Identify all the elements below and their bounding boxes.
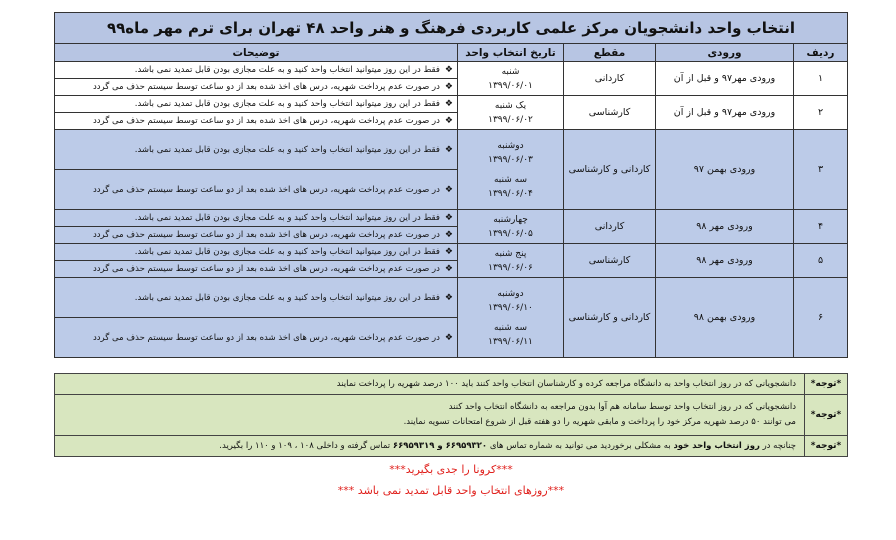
level-cell: کارشناسی: [564, 244, 656, 278]
note-text: در صورت عدم پرداخت شهریه، درس های اخذ شده بعد از دو ساعت توسط سیستم حذف می گردد: [92, 332, 440, 343]
note-text: فقط در این روز میتوانید انتخاب واحد کنید و به علت مجازی بودن قابل تمدید نمی باشد.: [134, 144, 440, 155]
attention-label: *توجه*: [805, 374, 848, 395]
date-cell: [458, 130, 564, 210]
attention-text: [55, 436, 805, 457]
phone-numbers: ۶۶۹۵۹۳۲۰ و ۶۶۹۵۹۳۱۹: [392, 441, 488, 451]
note-text: در صورت عدم پرداخت شهریه، درس های اخذ شده بعد از دو ساعت توسط سیستم حذف می گردد: [92, 184, 440, 195]
note-text: فقط در این روز میتوانید انتخاب واحد کنید و به علت مجازی بودن قابل تمدید نمی باشد.: [134, 292, 440, 303]
row-number: ۱: [794, 62, 848, 96]
entry-cell: ورودی مهر۹۷ و قبل از آن: [656, 96, 794, 130]
table-row: [55, 210, 848, 227]
entry-cell: ورودی مهر۹۷ و قبل از آن: [656, 62, 794, 96]
attention-label: *توجه*: [805, 395, 848, 436]
note-text: فقط در این روز میتوانید انتخاب واحد کنید و به علت مجازی بودن قابل تمدید نمی باشد.: [134, 65, 440, 75]
table-row: [55, 96, 848, 113]
table-row: [55, 62, 848, 79]
table-row: [55, 244, 848, 261]
row-number: ۵: [794, 244, 848, 278]
date-cell: [458, 278, 564, 358]
note-text: در صورت عدم پرداخت شهریه، درس های اخذ شده بعد از دو ساعت توسط سیستم حذف می گردد: [92, 264, 440, 274]
bullet-icon: ❖: [444, 247, 453, 257]
attention-text: [55, 395, 805, 436]
entry-cell: ورودی مهر ۹۸: [656, 244, 794, 278]
table-row: [55, 278, 848, 318]
note-cell: [55, 261, 458, 278]
note-cell: [55, 113, 458, 130]
date: ۱۳۹۹/۰۶/۰۲: [488, 114, 533, 125]
bullet-icon: ❖: [444, 116, 453, 126]
note-text: در صورت عدم پرداخت شهریه، درس های اخذ شده بعد از دو ساعت توسط سیستم حذف می گردد: [92, 116, 440, 126]
note-text: فقط در این روز میتوانید انتخاب واحد کنید و به علت مجازی بودن قابل تمدید نمی باشد.: [134, 213, 440, 223]
note-cell: [55, 96, 458, 113]
attention-label: *توجه*: [805, 436, 848, 457]
row-number: ۳: [794, 130, 848, 210]
weekday: یک شنبه: [494, 100, 527, 111]
footer-corona: ***کرونا را جدی بگیرید***: [389, 463, 513, 476]
bullet-icon: ❖: [444, 332, 453, 343]
date: ۱۳۹۹/۰۶/۰۱: [488, 80, 533, 91]
attention-text: دانشجویانی که در روز انتخاب واحد به دانشگاه مراجعه کرده و کارشناسان انتخاب واحد کنند باید ۱۰۰ درصد شهریه را پرداخت نمایند: [55, 374, 805, 395]
note-cell: [55, 210, 458, 227]
bullet-icon: ❖: [444, 213, 453, 223]
level-cell: کاردانی: [564, 62, 656, 96]
attention-part: چنانچه در: [762, 441, 796, 451]
header-level: مقطع: [564, 44, 656, 62]
date: ۱۳۹۹/۰۶/۰۳: [488, 154, 533, 165]
row-number: ۴: [794, 210, 848, 244]
date-cell: [458, 244, 564, 278]
schedule-table: [54, 12, 848, 358]
note-cell: [55, 130, 458, 170]
date: ۱۳۹۹/۰۶/۰۶: [488, 262, 533, 273]
date: ۱۳۹۹/۰۶/۱۰: [488, 302, 533, 313]
attention-bold: روز انتخاب واحد خود: [673, 441, 760, 451]
bullet-icon: ❖: [444, 144, 453, 155]
date: ۱۳۹۹/۰۶/۱۱: [488, 336, 533, 347]
entry-cell: ورودی بهمن ۹۸: [656, 278, 794, 358]
date: ۱۳۹۹/۰۶/۰۵: [488, 228, 533, 239]
date-cell: [458, 62, 564, 96]
bullet-icon: ❖: [444, 82, 453, 92]
document: [54, 12, 848, 497]
header-description: توضیحات: [55, 44, 458, 62]
level-cell: کاردانی و کارشناسی: [564, 278, 656, 358]
weekday: پنج شنبه: [494, 248, 527, 259]
weekday: دوشنبه: [497, 288, 524, 299]
note-cell: [55, 79, 458, 96]
header-row-num: ردیف: [794, 44, 848, 62]
weekday: چهارشنبه: [493, 214, 528, 225]
note-text: در صورت عدم پرداخت شهریه، درس های اخذ شده بعد از دو ساعت توسط سیستم حذف می گردد: [92, 82, 440, 92]
row-number: ۲: [794, 96, 848, 130]
note-text: فقط در این روز میتوانید انتخاب واحد کنید و به علت مجازی بودن قابل تمدید نمی باشد.: [134, 247, 440, 257]
date-cell: [458, 96, 564, 130]
weekday: سه شنبه: [493, 322, 528, 333]
bullet-icon: ❖: [444, 264, 453, 274]
weekday: شنبه: [501, 66, 520, 77]
footer-no-extension: ***روزهای انتخاب واحد قابل تمدید نمی باشد ***: [337, 484, 565, 497]
entry-cell: ورودی بهمن ۹۷: [656, 130, 794, 210]
date-cell: [458, 210, 564, 244]
bullet-icon: ❖: [444, 292, 453, 303]
attention-line: دانشجویانی که در روز انتخاب واحد توسط سامانه هم آوا بدون مراجعه به دانشگاه انتخاب واحد کنند: [448, 402, 796, 412]
level-cell: کارشناسی: [564, 96, 656, 130]
note-text: فقط در این روز میتوانید انتخاب واحد کنید و به علت مجازی بودن قابل تمدید نمی باشد.: [134, 99, 440, 109]
note-cell: [55, 227, 458, 244]
attention-table: [54, 373, 848, 457]
bullet-icon: ❖: [444, 230, 453, 240]
bullet-icon: ❖: [444, 99, 453, 109]
note-cell: [55, 278, 458, 318]
bullet-icon: ❖: [444, 184, 453, 195]
header-date: تاریخ انتخاب واحد: [458, 44, 564, 62]
attention-part: تماس گرفته و داخلی ۱۰۸ ، ۱۰۹ و ۱۱۰ را بگیرید.: [219, 441, 391, 451]
header-entry: ورودی: [656, 44, 794, 62]
attention-line: می توانند ۵۰ درصد شهریه مرکز خود را پرداخت و مابقی شهریه را دو هفته قبل از شروع امتحانات تسویه نمایند.: [403, 417, 796, 427]
note-cell: [55, 170, 458, 210]
note-cell: [55, 62, 458, 79]
weekday: سه شنبه: [493, 174, 528, 185]
table-row: [55, 130, 848, 170]
entry-cell: ورودی مهر ۹۸: [656, 210, 794, 244]
bullet-icon: ❖: [444, 65, 453, 75]
attention-part: به مشکلی برخوردید می توانید به شماره تماس های: [489, 441, 671, 451]
note-cell: [55, 318, 458, 358]
page-title: انتخاب واحد دانشجویان مرکز علمی کاربردی فرهنگ و هنر واحد ۴۸ تهران برای ترم مهر ماه۹۹: [55, 13, 848, 44]
level-cell: کاردانی: [564, 210, 656, 244]
note-text: در صورت عدم پرداخت شهریه، درس های اخذ شده بعد از دو ساعت توسط سیستم حذف می گردد: [92, 230, 440, 240]
date: ۱۳۹۹/۰۶/۰۴: [488, 188, 533, 199]
weekday: دوشنبه: [497, 140, 524, 151]
note-cell: [55, 244, 458, 261]
level-cell: کاردانی و کارشناسی: [564, 130, 656, 210]
row-number: ۶: [794, 278, 848, 358]
